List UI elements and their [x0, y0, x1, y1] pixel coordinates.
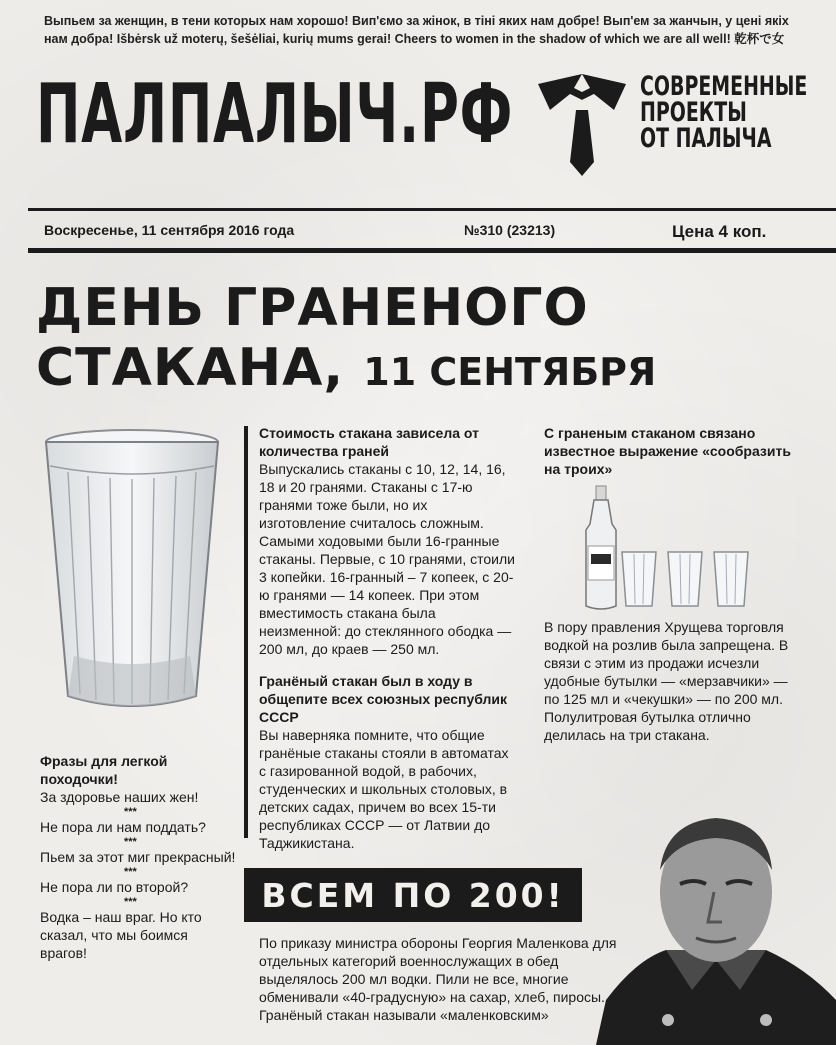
main-headline — [36, 278, 656, 402]
tagline-line-2: ПРОЕКТЫ — [640, 97, 747, 128]
phrase-3: Пьем за этот миг прекрасный! — [40, 849, 236, 865]
tagline-line-1: СОВРЕМЕННЫЕ — [640, 71, 808, 102]
phrases-column — [40, 752, 238, 962]
masthead-rule-top — [28, 208, 836, 211]
site-name[interactable]: ПАЛПАЛЫЧ.РФ — [36, 67, 513, 162]
phrase-5: Водка – наш враг. Но кто сказал, что мы боимся врагов! — [40, 909, 202, 961]
phrase-2: Не пора ли нам поддать? — [40, 819, 206, 835]
article-2-title: Гранёный стакан был в ходу в общепите всех союзных республик СССР — [259, 673, 508, 725]
issue-price: Цена 4 коп. — [672, 222, 767, 241]
issue-date: Воскресенье, 11 сентября 2016 года — [44, 222, 295, 238]
middle-column — [259, 424, 517, 852]
headline-line-1: ДЕНЬ ГРАНЕНОГО — [36, 278, 589, 338]
banner-headline: ВСЕМ ПО 200! — [244, 868, 582, 922]
phrases-title: Фразы для легкой походочки! — [40, 753, 168, 787]
masthead-rule-bottom — [28, 248, 836, 253]
article-1-title: Стоимость стакана зависела от количества граней — [259, 425, 479, 459]
column-divider — [244, 426, 248, 838]
headline-date: 11 СЕНТЯБРЯ — [363, 350, 657, 394]
article-1-text: Выпускались стаканы с 10, 12, 14, 16, 18 и 20 гранями. Стаканы с 17-ю гранями тоже были, но их изготовление считалось сложным. Самыми ходовыми были 16-гранные стаканы. Первые, с 10 гранями, стоили 3 копейки. 16-гранный – 7 копеек, с 20-ю гранями — 14 копеек. При этом вместимость стакана была неизменной: до стеклянного ободка — 200 мл, до краев — 250 мл. — [259, 461, 515, 657]
article-3-heading: С граненым стаканом связано известное выражение «сообразить на троих» — [544, 425, 791, 477]
vodka-bottle-and-glasses-image — [582, 484, 754, 612]
article-2-text: Вы наверняка помните, что общие гранёные стаканы стояли в автоматах с газированной водой, в рабочих, студенческих и школьных столовых, в детских садах, причем во всех 15-ти республиках СССР — от Латвии до Таджикистана. — [259, 727, 509, 851]
shirt-collar-tie-logo-icon — [534, 70, 630, 180]
issue-number: №310 (23213) — [464, 222, 556, 238]
tagline — [640, 71, 808, 154]
officer-portrait-image — [596, 800, 836, 1045]
phrase-4: Не пора ли по второй? — [40, 879, 189, 895]
headline-main: СТАКАНА, — [36, 338, 345, 398]
article-3-text: В пору правления Хрущева торговля водкой на розлив была запрещена. В связи с этим из продажи исчезли удобные бутылки — «мерзавчики» — по 125 мл и «чекушки» — по 200 мл. Полулитровая бутылка отлично делилась на три стакана. — [544, 619, 789, 743]
phrase-separator: *** — [124, 836, 137, 848]
headline-line-2 — [36, 338, 656, 402]
header-toast: Выпьем за женщин, в тени которых нам хорошо! Вип'ємо за жінок, в тіні яких нам добре! Вып'ем за жанчын, у цені якіх нам добра! Išbėrsk už moterų, šešėliai, kurių mums gerai! Cheers to women in the shadow of which we are all well! 乾杯で女 — [44, 14, 789, 46]
article-4-text: По приказу министра обороны Георгия Маленкова для отдельных категорий военнослужащих в обед выделялось 200 мл водки. Пили не все, многие обменивали «40-градусную» на сахар, хлеб, пиросы. Гранёный стакан называли «маленковским» — [259, 935, 617, 1023]
faceted-glass-image — [38, 426, 226, 716]
article-3-title — [544, 424, 806, 478]
phrase-separator: *** — [124, 866, 137, 878]
phrase-separator: *** — [124, 806, 137, 818]
phrase-1: За здоровье наших жен! — [40, 789, 199, 805]
phrase-separator: *** — [124, 896, 137, 908]
tagline-line-3: ОТ ПАЛЫЧА — [640, 123, 772, 154]
